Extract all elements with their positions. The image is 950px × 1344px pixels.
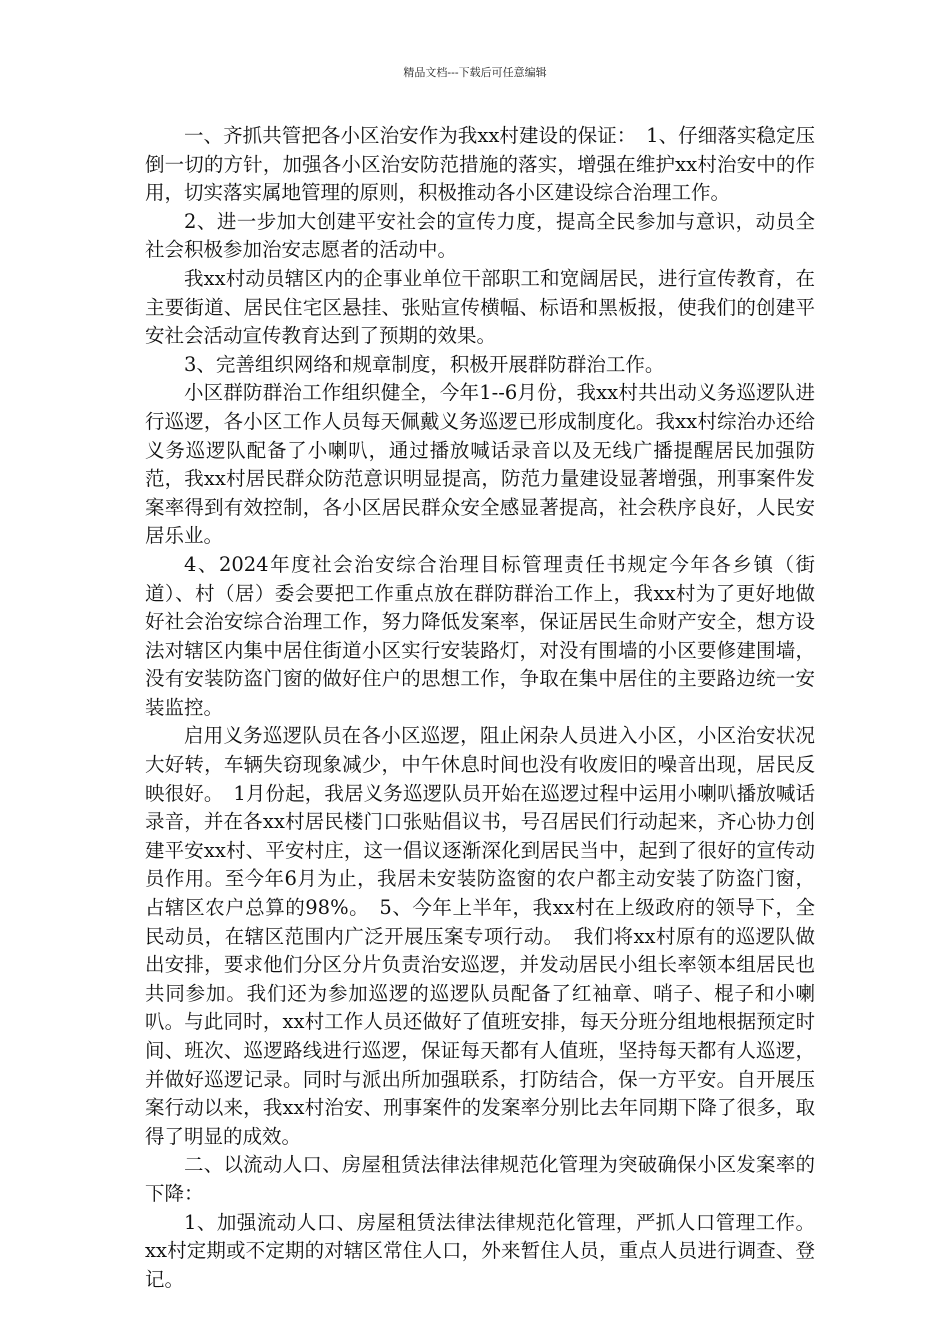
document-body — [145, 122, 815, 1294]
paragraph-1: 一、齐抓共管把各小区治安作为我xx村建设的保证： 1、仔细落实稳定压倒一切的方针，加强各小区治安防范措施的落实，增强在维护xx村治安中的作用，切实落实属地管理的原则，积极推动各小区建设综合治理工作。 — [145, 124, 815, 205]
paragraph-5: 小区群防群治工作组织健全，今年1--6月份，我xx村共出动义务巡逻队进行巡逻，各小区工作人员每天佩戴义务巡逻已形成制度化。我xx村综治办还给义务巡逻队配备了小喇叭，通过播放喊话录音以及无线广播提醒居民加强防范，我xx村居民群众防范意识明显提高，防范力量建设显著增强，刑事案件发案率得到有效控制，各小区居民群众安全感显著提高，社会秩序良好，人民安居乐业。 — [145, 381, 815, 548]
paragraph-2: 2、进一步加大创建平安社会的宣传力度，提高全民参加与意识，动员全社会积极参加治安志愿者的活动中。 — [145, 209, 815, 262]
page-header: 精品文档---下载后可任意编辑 — [403, 66, 547, 79]
paragraph-3: 我xx村动员辖区内的企事业单位干部职工和宽阔居民，进行宣传教育，在主要街道、居民住宅区悬挂、张贴宣传横幅、标语和黑板报，使我们的创建平安社会活动宣传教育达到了预期的效果。 — [145, 266, 815, 348]
paragraph-6: 4、2024年度社会治安综合治理目标管理责任书规定今年各乡镇（街道）、村（居）委会要把工作重点放在群防群治工作上，我xx村为了更好地做好社会治安综合治理工作，努力降低发案率，保证居民生命财产安全，想方设法对辖区内集中居住街道小区实行安装路灯，对没有围墙的小区要修建围墙，没有安装防盗门窗的做好住户的思想工作，争取在集中居住的主要路边统一安装监控。 — [145, 552, 815, 719]
paragraph-7: 启用义务巡逻队员在各小区巡逻，阻止闲杂人员进入小区，小区治安状况大好转，车辆失窃现象减少，中午休息时间也没有收废旧的噪音出现，居民反映很好。 1月份起，我居义务巡逻队员开始在巡逻过程中运用小喇叭播放喊话录音，并在各xx村居民楼门口张贴倡议书，号召居民们行动起来，齐心协力创建平安xx村、平安村庄，这一倡议逐渐深化到居民当中，起到了很好的宣传动员作用。至今年6月为止，我居未安装防盗窗的农户都主动安装了防盗门窗，占辖区农户总算的98%。 5、今年上半年，我xx村在上级政府的领导下，全民动员，在辖区范围内广泛开展压案专项行动。 我们将xx村原有的巡逻队做出安排，要求他们分区分片负责治安巡逻，并发动居民小组长率领本组居民也共同参加。我们还为参加巡逻的巡逻队员配备了红袖章、哨子、棍子和小喇叭。与此同时，xx村工作人员还做好了值班安排，每天分班分组地根据预定时间、班次、巡逻路线进行巡逻，保证每天都有人值班，坚持每天都有人巡逻，并做好巡逻记录。同时与派出所加强联系，打防结合，保一方平安。自开展压案行动以来，我xx村治安、刑事案件的发案率分别比去年同期下降了很多，取得了明显的成效。 — [145, 724, 815, 1148]
paragraph-4: 3、完善组织网络和规章制度，积极开展群防群治工作。 — [184, 352, 665, 376]
paragraph-9: 1、加强流动人口、房屋租赁法律法律规范化管理，严抓人口管理工作。xx村定期或不定期的对辖区常住人口，外来暂住人员，重点人员进行调查、登记。 — [145, 1210, 815, 1291]
paragraph-8: 二、以流动人口、房屋租赁法律法律规范化管理为突破确保小区发案率的下降： — [145, 1153, 815, 1205]
